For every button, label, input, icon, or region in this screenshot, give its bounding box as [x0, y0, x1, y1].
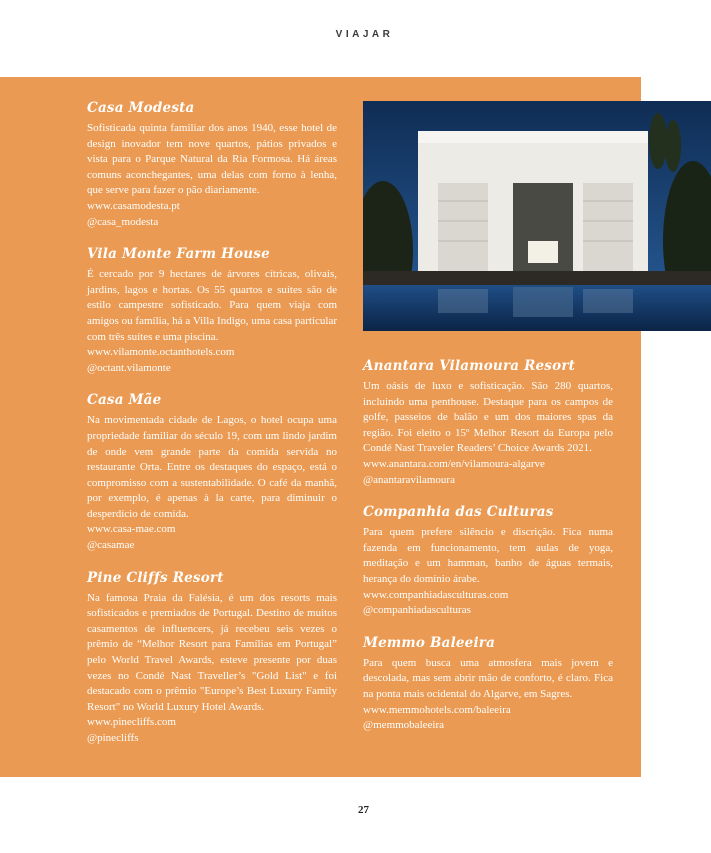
hotel-title: Companhia das Culturas — [363, 504, 554, 521]
hotel-entry — [363, 356, 613, 488]
hotel-pool-photo — [363, 101, 711, 331]
hotel-entry — [87, 568, 337, 747]
hotel-title: Pine Cliffs Resort — [87, 569, 224, 586]
hotel-description: Na famosa Praia da Falésia, é um dos resorts mais sofisticados e premiados de Portugal. Destino de muitos casamentos de influencers, já recebeu seis vezes o prêmio de “Melhor Resort para Famílias em Portugal” pelo World Travel Awards, esteve presente por duas vezes no Condé Nast Traveller’s "Gold List" e foi destacado com o prêmio "Europe’s Best Luxury Family Resort" no World Luxury Hotel Awards. — [87, 591, 337, 713]
hotel-description: Sofisticada quinta familiar dos anos 1940, esse hotel de design inovador tem nove quartos, pátios privados e vista para o Parque Natural da Ria Formosa. Há áreas comuns aconchegantes, uma delas com forno à lenha, que serve para fazer o pão diariamente. — [87, 122, 337, 197]
hotel-description: Para quem busca uma atmosfera mais jovem e descolada, mas sem abrir mão de conforto, é claro. Fica na ponta mais ocidental do Algarve, em Sagres. — [363, 656, 613, 700]
hotel-website-link[interactable]: www.casa-mae.com — [87, 523, 176, 536]
hotel-title: Vila Monte Farm House — [87, 246, 270, 263]
hotel-instagram-handle: @companhiadasculturas — [363, 604, 471, 617]
hotel-website-link[interactable]: www.casamodesta.pt — [87, 199, 180, 212]
hotel-website-link[interactable]: www.memmohotels.com/baleeira — [363, 703, 511, 716]
page-number: 27 — [358, 804, 369, 816]
hotel-entry — [87, 244, 337, 376]
hotel-title: Casa Modesta — [87, 100, 195, 116]
hotel-instagram-handle: @casamae — [87, 539, 135, 552]
hotel-title: Casa Mãe — [87, 392, 162, 409]
hotel-website-link[interactable]: www.pinecliffs.com — [87, 716, 176, 729]
hotel-entry — [87, 390, 337, 553]
hotel-entry — [363, 633, 613, 734]
left-column — [87, 98, 337, 761]
hotel-entry — [87, 98, 337, 230]
hotel-description: Um oásis de luxo e sofisticação. São 280 quartos, incluindo uma penthouse. Destaque para os campos de golfe, passeios de balão e um dos maiores spas da região. Foi eleito o 15º Melhor Resort da Europa pelo Condé Nast Traveler Readers’ Choice Awards 2021. — [363, 380, 613, 455]
hotel-website-link[interactable]: www.vilamonte.octanthotels.com — [87, 346, 235, 359]
hotel-instagram-handle: @memmobaleeira — [363, 719, 444, 732]
hotel-title: Memmo Baleeira — [363, 634, 496, 651]
hotel-instagram-handle: @octant.vilamonte — [87, 361, 171, 374]
hotel-description: Para quem prefere silêncio e discrição. Fica numa fazenda em funcionamento, tem aulas de yoga, meditação e um hamman, banho de águas termais, herança do domínio árabe. — [363, 526, 613, 585]
right-column — [363, 356, 613, 748]
hotel-instagram-handle: @pinecliffs — [87, 732, 139, 744]
hotel-website-link[interactable]: www.companhiadasculturas.com — [363, 588, 509, 601]
hotel-instagram-handle: @casa_modesta — [87, 215, 159, 228]
hotel-title: Anantara Vilamoura Resort — [363, 358, 576, 374]
hotel-entry — [363, 502, 613, 619]
hotel-instagram-handle: @anantaravilamoura — [363, 473, 455, 486]
hotel-description: É cercado por 9 hectares de árvores cítricas, olivais, jardins, lagos e hortas. Os 55 quartos e suítes são de estilo campestre sofisticado. Para quem viaja com amigos ou família, há a Villa Indigo, uma casa particular com três suítes e uma piscina. — [87, 268, 337, 343]
section-label: VIAJAR — [335, 29, 394, 40]
hotel-website-link[interactable]: www.anantara.com/en/vilamoura-algarve — [363, 457, 545, 470]
hotel-description: Na movimentada cidade de Lagos, o hotel ocupa uma propriedade familiar do século 19, com um lindo jardim de onde vem grande parte da comida servida no restaurante Orta. Entre os destaques do espaço, está o compromisso com a sustentabilidade. O café da manhã, por exemplo, é apenas à la carte, para diminuir o desperdício de comida. — [87, 414, 337, 520]
